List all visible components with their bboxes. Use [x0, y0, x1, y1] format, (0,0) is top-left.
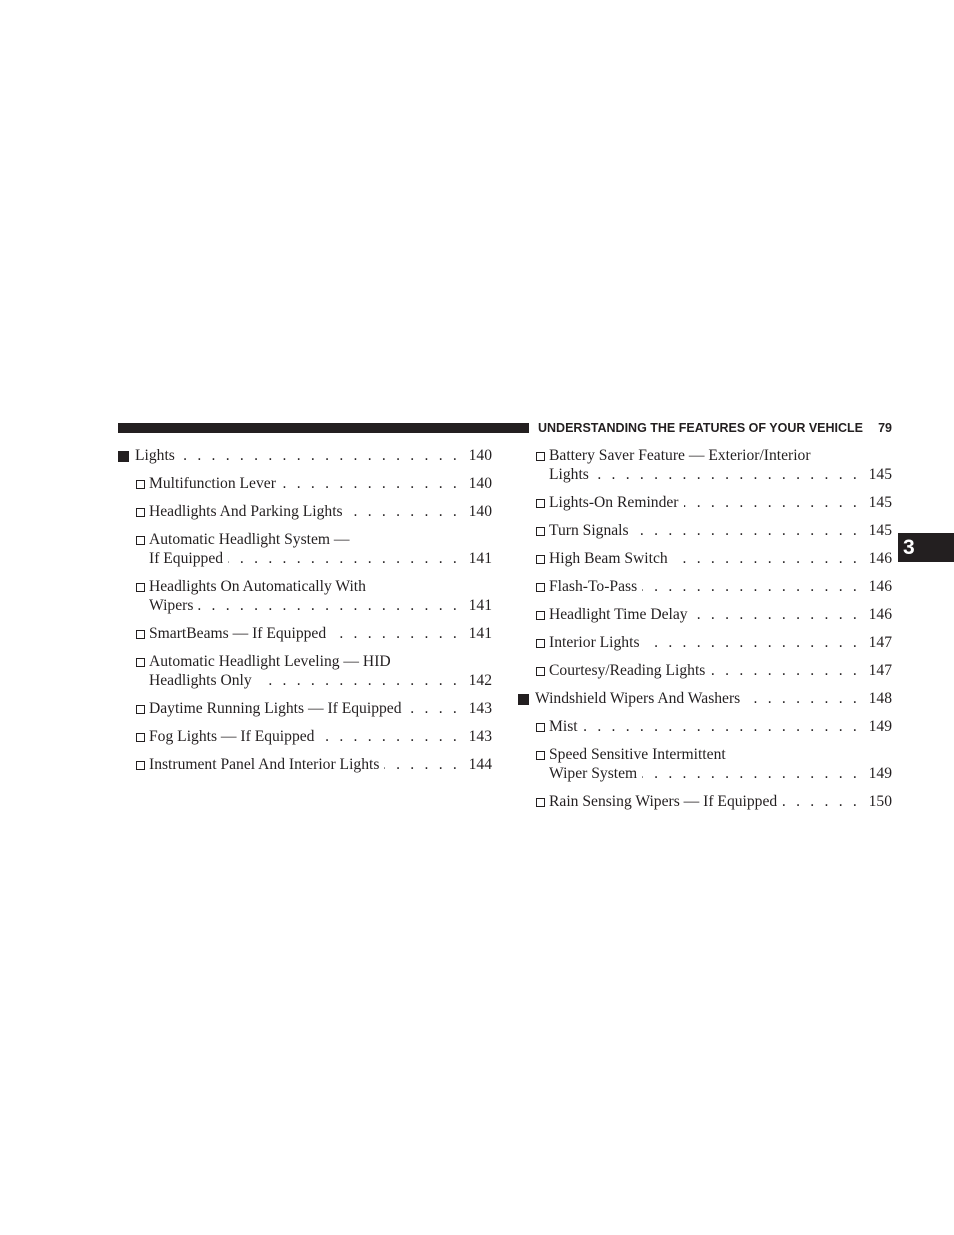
toc-entry-title: Battery Saver Feature — Exterior/Interior [549, 447, 811, 464]
toc-page-number: 146 [868, 578, 892, 595]
toc-page-number: 146 [868, 606, 892, 623]
hollow-square-bullet-icon [536, 499, 545, 508]
hollow-square-bullet-icon [536, 723, 545, 732]
toc-entry[interactable] [118, 530, 492, 568]
toc-page-number: 145 [868, 466, 892, 483]
hollow-square-bullet-icon [136, 733, 145, 742]
toc-entry[interactable] [518, 792, 892, 811]
dot-leader [693, 605, 860, 624]
dot-leader [634, 521, 860, 540]
toc-entry-line [549, 549, 892, 568]
toc-entry-line [549, 661, 892, 680]
toc-page-number: 145 [868, 522, 892, 539]
toc-entry[interactable] [118, 446, 492, 465]
toc-entry-title: Multifunction Lever [149, 475, 276, 492]
toc-entry-title: Rain Sensing Wipers — If Equipped [549, 793, 778, 810]
toc-entry-line [549, 792, 892, 811]
filled-square-bullet-icon [518, 694, 529, 705]
hollow-square-bullet-icon [536, 527, 545, 536]
hollow-square-bullet-icon [536, 555, 545, 564]
bullet [136, 755, 145, 775]
bullet [136, 727, 145, 747]
toc-entry[interactable] [518, 689, 892, 708]
toc-page-number: 141 [468, 550, 492, 567]
hollow-square-bullet-icon [136, 658, 145, 667]
toc-entry-line [549, 493, 892, 512]
hollow-square-bullet-icon [536, 639, 545, 648]
filled-square-bullet-icon [118, 451, 129, 462]
toc-page-number: 150 [868, 793, 892, 810]
dot-leader [319, 727, 460, 746]
dot-leader [331, 624, 460, 643]
toc-entry-line [549, 465, 892, 484]
toc-page-number: 147 [868, 634, 892, 651]
toc-entry-title: Headlights And Parking Lights [149, 503, 343, 520]
toc-entry-title: Headlight Time Delay [549, 606, 688, 623]
bullet [136, 699, 145, 719]
hollow-square-bullet-icon [136, 583, 145, 592]
bullet [536, 577, 545, 597]
toc-page-number: 147 [868, 662, 892, 679]
dot-leader [642, 764, 860, 783]
toc-page-number: 148 [868, 690, 892, 707]
toc-entry-line [149, 652, 492, 671]
hollow-square-bullet-icon [536, 798, 545, 807]
toc-entry[interactable] [518, 493, 892, 512]
toc-entry[interactable] [518, 745, 892, 783]
toc-page-number: 140 [468, 503, 492, 520]
bullet [118, 446, 129, 467]
dot-leader [583, 717, 860, 736]
toc-entry[interactable] [118, 652, 492, 690]
bullet [136, 624, 145, 644]
hollow-square-bullet-icon [536, 751, 545, 760]
dot-leader [745, 689, 860, 708]
toc-entry-line [535, 689, 892, 708]
toc-entry-line [549, 605, 892, 624]
toc-page-number: 149 [868, 718, 892, 735]
hollow-square-bullet-icon [136, 630, 145, 639]
hollow-square-bullet-icon [536, 611, 545, 620]
toc-entry[interactable] [118, 755, 492, 774]
toc-entry-line [549, 633, 892, 652]
dot-leader [348, 502, 460, 521]
bullet [536, 661, 545, 681]
toc-entry-line [149, 624, 492, 643]
bullet [536, 493, 545, 513]
dot-leader [782, 792, 860, 811]
toc-entry-line [549, 521, 892, 540]
toc-entry-line [149, 549, 492, 568]
toc-entry-title: Automatic Headlight System — [149, 531, 350, 548]
dot-leader [407, 699, 461, 718]
running-header [538, 420, 892, 436]
bullet [536, 521, 545, 541]
bullet [536, 745, 545, 765]
hollow-square-bullet-icon [136, 480, 145, 489]
dot-leader [594, 465, 860, 484]
dot-leader [673, 549, 860, 568]
toc-entry[interactable] [118, 577, 492, 615]
page-number: 79 [878, 421, 892, 435]
toc-entry-title: Instrument Panel And Interior Lights [149, 756, 380, 773]
toc-page-number: 143 [468, 728, 492, 745]
toc-entry-line [149, 755, 492, 774]
toc-entry-line [149, 699, 492, 718]
bullet [518, 689, 529, 710]
toc-entry[interactable] [118, 727, 492, 746]
bullet [136, 577, 145, 597]
toc-entry-title: Headlights On Automatically With [149, 578, 366, 595]
dot-leader [645, 633, 860, 652]
toc-entry[interactable] [518, 577, 892, 596]
hollow-square-bullet-icon [136, 761, 145, 770]
toc-entry-title: Speed Sensitive Intermittent [549, 746, 726, 763]
bullet [136, 474, 145, 494]
dot-leader [684, 493, 861, 512]
toc-entry[interactable] [518, 661, 892, 680]
dot-leader [198, 596, 460, 615]
toc-entry-line [149, 596, 492, 615]
hollow-square-bullet-icon [536, 583, 545, 592]
toc-page-number: 145 [868, 494, 892, 511]
bullet [536, 446, 545, 466]
toc-entry-title: Windshield Wipers And Washers [535, 690, 741, 707]
bullet [136, 530, 145, 550]
toc-entry-line [149, 530, 492, 549]
toc-entry-title: If Equipped [149, 550, 224, 567]
hollow-square-bullet-icon [536, 667, 545, 676]
toc-entry-line [549, 577, 892, 596]
dot-leader [228, 549, 460, 568]
toc-entry[interactable] [518, 605, 892, 624]
dot-leader [384, 755, 460, 774]
hollow-square-bullet-icon [136, 705, 145, 714]
hollow-square-bullet-icon [136, 508, 145, 517]
toc-entry-title: Wipers [149, 597, 194, 614]
bullet [136, 652, 145, 672]
toc-entry[interactable] [118, 699, 492, 718]
toc-entry-title: Lights [549, 466, 589, 483]
bullet [536, 605, 545, 625]
section-title: UNDERSTANDING THE FEATURES OF YOUR VEHICLE [538, 421, 864, 435]
toc-entry-title: Lights [135, 447, 175, 464]
toc-page-number: 140 [468, 475, 492, 492]
toc-page-number: 141 [468, 597, 492, 614]
toc-entry-line [135, 446, 492, 465]
toc-page-number: 149 [868, 765, 892, 782]
toc-entry-line [149, 671, 492, 690]
toc-entry-line [549, 764, 892, 783]
bullet [536, 792, 545, 812]
toc-entry[interactable] [518, 446, 892, 484]
toc-entry-line [549, 717, 892, 736]
dot-leader [642, 577, 860, 596]
toc-page-number: 142 [468, 672, 492, 689]
toc-entry-line [149, 474, 492, 493]
toc-entry-title: Lights-On Reminder [549, 494, 679, 511]
toc-entry-title: Fog Lights — If Equipped [149, 728, 315, 745]
bullet [536, 717, 545, 737]
bullet [536, 633, 545, 653]
hollow-square-bullet-icon [136, 536, 145, 545]
toc-page-number: 143 [468, 700, 492, 717]
toc-entry[interactable] [518, 633, 892, 652]
toc-entry-line [149, 502, 492, 521]
chapter-number: 3 [903, 535, 915, 559]
bullet [136, 502, 145, 522]
toc-page-number: 140 [468, 447, 492, 464]
dot-leader [710, 661, 860, 680]
hollow-square-bullet-icon [536, 452, 545, 461]
toc-entry-title: SmartBeams — If Equipped [149, 625, 327, 642]
toc-entry-line [149, 577, 492, 596]
toc-entry[interactable] [518, 717, 892, 736]
toc-entry[interactable] [118, 624, 492, 643]
toc-entry-title: Flash-To-Pass [549, 578, 638, 595]
toc-entry[interactable] [518, 521, 892, 540]
bullet [536, 549, 545, 569]
chapter-tab [898, 533, 954, 562]
header-rule [118, 423, 529, 433]
toc-entry-title: Daytime Running Lights — If Equipped [149, 700, 402, 717]
dot-leader [257, 671, 460, 690]
toc-entry[interactable] [518, 549, 892, 568]
toc-entry-title: Mist [549, 718, 578, 735]
toc-column-right [518, 446, 892, 820]
toc-entry[interactable] [118, 502, 492, 521]
toc-entry-title: Turn Signals [549, 522, 629, 539]
toc-entry-title: Headlights Only [149, 672, 252, 689]
toc-entry[interactable] [118, 474, 492, 493]
toc-entry-title: Wiper System [549, 765, 638, 782]
dot-leader [180, 446, 460, 465]
toc-entry-line [549, 745, 892, 764]
toc-page-number: 144 [468, 756, 492, 773]
toc-entry-title: Courtesy/Reading Lights [549, 662, 706, 679]
toc-entry-title: High Beam Switch [549, 550, 668, 567]
toc-column-left [118, 446, 492, 783]
toc-entry-title: Automatic Headlight Leveling — HID [149, 653, 391, 670]
toc-page-number: 146 [868, 550, 892, 567]
toc-entry-line [149, 727, 492, 746]
toc-entry-line [549, 446, 892, 465]
toc-entry-title: Interior Lights [549, 634, 640, 651]
toc-page-number: 141 [468, 625, 492, 642]
dot-leader [281, 474, 460, 493]
